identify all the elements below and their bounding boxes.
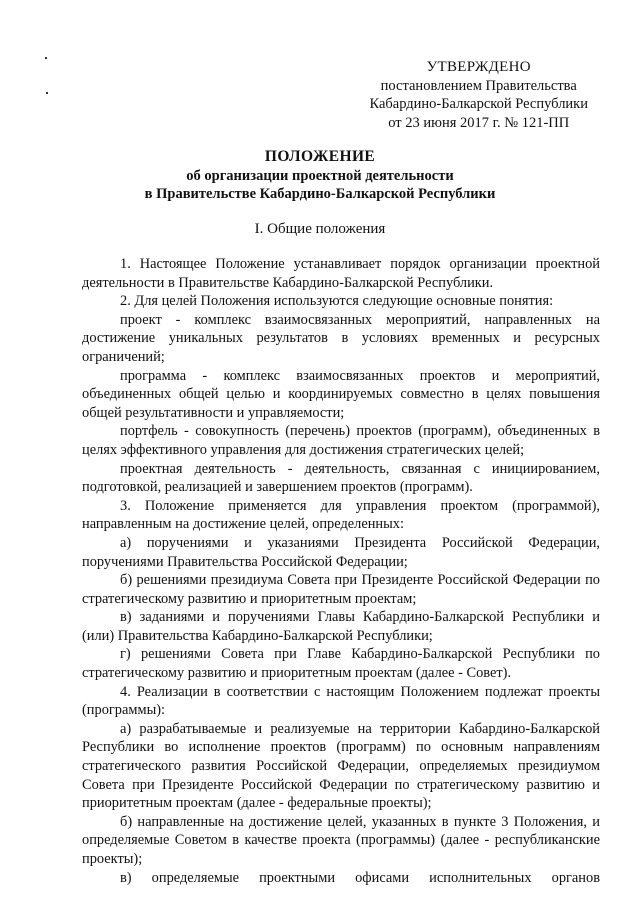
paragraph: 4. Реализации в соответствии с настоящим Положением подлежат проекты (программы): — [82, 683, 600, 719]
paragraph: в) заданиями и поручениями Главы Кабардино-Балкарской Республики и (или) Правительства Кабардино-Балкарской Республики; — [82, 609, 600, 644]
paragraph: проект - комплекс взаимосвязанных мероприятий, направленных на достижение уникальных результатов в условиях временных и ресурсных ограничений; — [82, 311, 600, 365]
approval-line: от 23 июня 2017 г. № 121-ПП — [388, 114, 570, 131]
approval-line: постановлением Правительства — [380, 77, 577, 94]
paragraph: б) решениями президиума Совета при Президенте Российской Федерации по стратегическому развитию и приоритетным проектам; — [82, 572, 600, 607]
scan-speck — [46, 92, 48, 94]
document-title — [0, 148, 640, 204]
paragraph: г) решениями Совета при Главе Кабардино-Балкарской Республики по стратегическому развитию и приоритетным проектам (далее - Совет). — [82, 646, 600, 682]
approval-line: Кабардино-Балкарской Республики — [369, 96, 588, 112]
title-line: об организации проектной деятельности — [186, 167, 454, 184]
approval-line: УТВЕРЖДЕНО — [426, 59, 531, 75]
scan-speck — [45, 57, 47, 59]
paragraph: проектная деятельность - деятельность, связанная с инициированием, подготовкой, реализацией и завершением проектов (программ). — [82, 460, 600, 496]
approval-stamp — [369, 58, 588, 132]
document-body — [82, 255, 600, 887]
title-line: ПОЛОЖЕНИЕ — [264, 148, 376, 165]
paragraph: программа - комплекс взаимосвязанных проектов и мероприятий, объединенных общей целью и координируемых совместно в целях повышения общей результативности и управляемости; — [82, 367, 600, 421]
paragraph: 1. Настоящее Положение устанавливает порядок организации проектной деятельности в Правительстве Кабардино-Балкарской Республики. — [82, 256, 600, 291]
paragraph: б) направленные на достижение целей, указанных в пункте 3 Положения, и определяемые Советом в качестве проекта (программы) (далее - республиканские проекты); — [82, 813, 600, 867]
paragraph: 2. Для целей Положения используются следующие основные понятия: — [120, 293, 554, 310]
section-heading: I. Общие положения — [254, 221, 386, 237]
paragraph: в) определяемые проектными офисами исполнительных органов — [120, 869, 600, 886]
paragraph: а) поручениями и указаниями Президента Российской Федерации, поручениями Правительства Российской Федерации; — [82, 534, 600, 570]
paragraph: а) разрабатываемые и реализуемые на территории Кабардино-Балкарской Республики во исполнение проектов (программ) по основным направлениям стратегического развития Российской Федерации, определяемых президиумом Совета при Президенте Российской Федерации по стратегическому развитию и приоритетным проектам (далее - федеральные проекты); — [82, 720, 600, 812]
title-line: в Правительстве Кабардино-Балкарской Республики — [144, 186, 496, 202]
paragraph: портфель - совокупность (перечень) проектов (программ), объединенных в целях эффективного управления для достижения стратегических целей; — [82, 423, 600, 458]
paragraph: 3. Положение применяется для управления проектом (программой), направленным на достижение целей, определенных: — [82, 497, 600, 533]
